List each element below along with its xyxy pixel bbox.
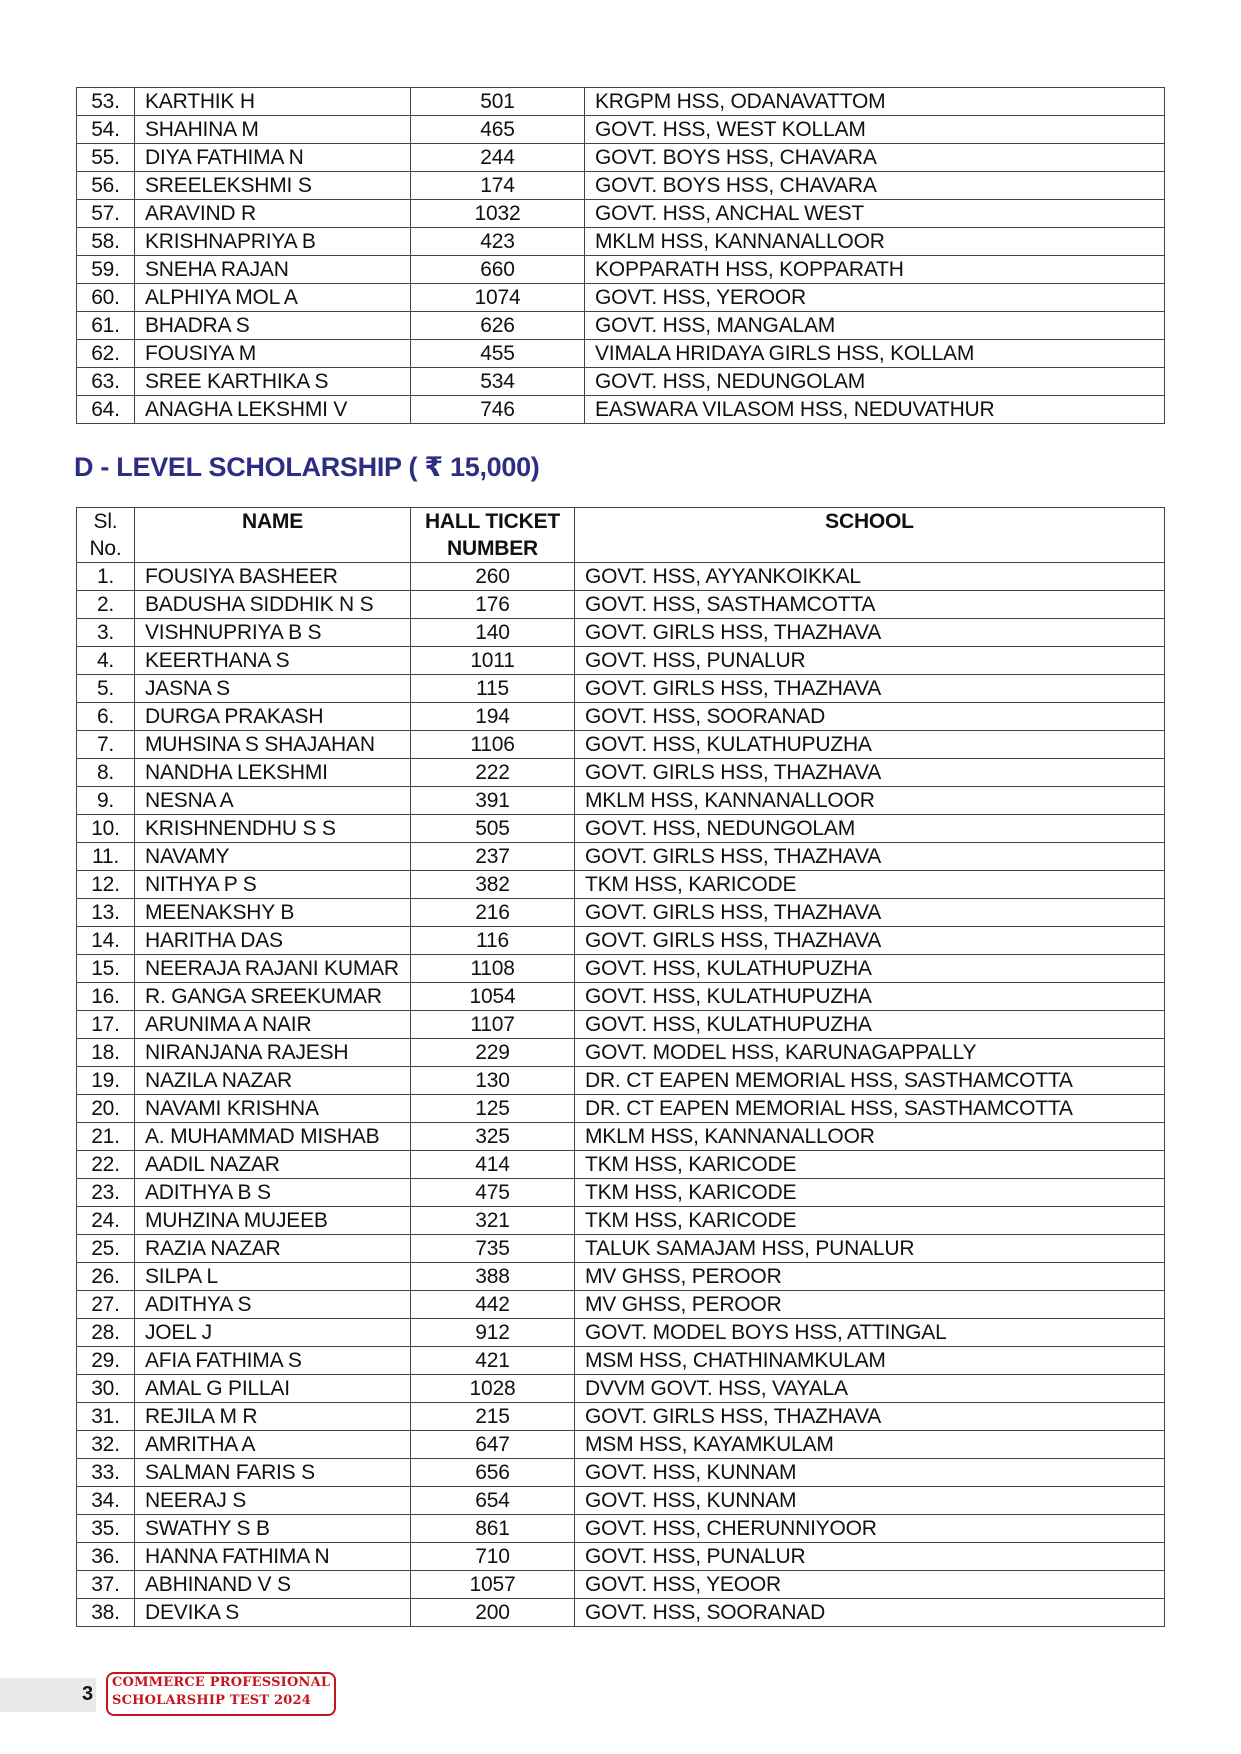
name-cell: KRISHNAPRIYA B — [135, 228, 411, 256]
hall-ticket-cell: 654 — [411, 1487, 575, 1515]
name-cell: JASNA S — [135, 675, 411, 703]
serial-number-cell: 34. — [77, 1487, 135, 1515]
table-row — [77, 843, 1165, 871]
hall-ticket-cell: 912 — [411, 1319, 575, 1347]
hall-ticket-cell: 501 — [411, 88, 585, 116]
serial-number-cell: 25. — [77, 1235, 135, 1263]
table-row — [77, 1291, 1165, 1319]
serial-number-cell: 18. — [77, 1039, 135, 1067]
header-name: NAME — [135, 508, 411, 563]
school-cell: GOVT. HSS, SOORANAD — [575, 703, 1165, 731]
school-cell: GOVT. GIRLS HSS, THAZHAVA — [575, 843, 1165, 871]
name-cell: KRISHNENDHU S S — [135, 815, 411, 843]
name-cell: NAVAMY — [135, 843, 411, 871]
serial-number-cell: 38. — [77, 1599, 135, 1627]
hall-ticket-cell: 391 — [411, 787, 575, 815]
table-row — [77, 116, 1165, 144]
school-cell: GOVT. HSS, MANGALAM — [585, 312, 1165, 340]
name-cell: VISHNUPRIYA B S — [135, 619, 411, 647]
name-cell: NITHYA P S — [135, 871, 411, 899]
table-row — [77, 312, 1165, 340]
hall-ticket-cell: 861 — [411, 1515, 575, 1543]
table-row — [77, 88, 1165, 116]
table-row — [77, 1039, 1165, 1067]
school-cell: TKM HSS, KARICODE — [575, 1179, 1165, 1207]
school-cell: GOVT. GIRLS HSS, THAZHAVA — [575, 927, 1165, 955]
serial-number-cell: 8. — [77, 759, 135, 787]
table-row — [77, 1067, 1165, 1095]
table-row — [77, 1011, 1165, 1039]
table-row — [77, 703, 1165, 731]
serial-number-cell: 12. — [77, 871, 135, 899]
serial-number-cell: 29. — [77, 1347, 135, 1375]
header-school: SCHOOL — [575, 508, 1165, 563]
table-row — [77, 1123, 1165, 1151]
table-row — [77, 1207, 1165, 1235]
school-cell: GOVT. GIRLS HSS, THAZHAVA — [575, 899, 1165, 927]
hall-ticket-cell: 1028 — [411, 1375, 575, 1403]
hall-ticket-cell: 656 — [411, 1459, 575, 1487]
table-row — [77, 1543, 1165, 1571]
school-cell: GOVT. GIRLS HSS, THAZHAVA — [575, 675, 1165, 703]
hall-ticket-cell: 746 — [411, 396, 585, 424]
serial-number-cell: 16. — [77, 983, 135, 1011]
name-cell: SWATHY S B — [135, 1515, 411, 1543]
serial-number-cell: 55. — [77, 144, 135, 172]
school-cell: GOVT. HSS, NEDUNGOLAM — [575, 815, 1165, 843]
serial-number-cell: 60. — [77, 284, 135, 312]
name-cell: HANNA FATHIMA N — [135, 1543, 411, 1571]
table-row — [77, 256, 1165, 284]
school-cell: DR. CT EAPEN MEMORIAL HSS, SASTHAMCOTTA — [575, 1095, 1165, 1123]
serial-number-cell: 14. — [77, 927, 135, 955]
hall-ticket-cell: 382 — [411, 871, 575, 899]
hall-ticket-cell: 194 — [411, 703, 575, 731]
hall-ticket-cell: 174 — [411, 172, 585, 200]
table-row — [77, 731, 1165, 759]
school-cell: MV GHSS, PEROOR — [575, 1291, 1165, 1319]
school-cell: TKM HSS, KARICODE — [575, 1207, 1165, 1235]
school-cell: MKLM HSS, KANNANALLOOR — [575, 1123, 1165, 1151]
table-row — [77, 591, 1165, 619]
school-cell: MKLM HSS, KANNANALLOOR — [575, 787, 1165, 815]
table-row — [77, 1571, 1165, 1599]
table-row — [77, 815, 1165, 843]
hall-ticket-cell: 534 — [411, 368, 585, 396]
name-cell: ABHINAND V S — [135, 1571, 411, 1599]
school-cell: GOVT. HSS, KULATHUPUZHA — [575, 1011, 1165, 1039]
name-cell: ANAGHA LEKSHMI V — [135, 396, 411, 424]
table-row — [77, 1235, 1165, 1263]
school-cell: GOVT. MODEL BOYS HSS, ATTINGAL — [575, 1319, 1165, 1347]
name-cell: NANDHA LEKSHMI — [135, 759, 411, 787]
table-header-row — [77, 508, 1165, 563]
serial-number-cell: 37. — [77, 1571, 135, 1599]
hall-ticket-cell: 475 — [411, 1179, 575, 1207]
school-cell: GOVT. MODEL HSS, KARUNAGAPPALLY — [575, 1039, 1165, 1067]
hall-ticket-cell: 125 — [411, 1095, 575, 1123]
serial-number-cell: 17. — [77, 1011, 135, 1039]
serial-number-cell: 20. — [77, 1095, 135, 1123]
name-cell: FOUSIYA BASHEER — [135, 563, 411, 591]
table-row — [77, 228, 1165, 256]
name-cell: SHAHINA M — [135, 116, 411, 144]
serial-number-cell: 11. — [77, 843, 135, 871]
header-serial-number: Sl. No. — [77, 508, 135, 563]
school-cell: GOVT. HSS, YEOOR — [575, 1571, 1165, 1599]
hall-ticket-cell: 414 — [411, 1151, 575, 1179]
school-cell: KRGPM HSS, ODANAVATTOM — [585, 88, 1165, 116]
brand-line-1: COMMERCE PROFESSIONAL — [112, 1675, 331, 1690]
hall-ticket-cell: 1074 — [411, 284, 585, 312]
table-row — [77, 1263, 1165, 1291]
table-row — [77, 927, 1165, 955]
school-cell: TKM HSS, KARICODE — [575, 871, 1165, 899]
name-cell: NEERAJA RAJANI KUMAR — [135, 955, 411, 983]
school-cell: GOVT. HSS, YEROOR — [585, 284, 1165, 312]
serial-number-cell: 22. — [77, 1151, 135, 1179]
name-cell: SALMAN FARIS S — [135, 1459, 411, 1487]
table-row — [77, 396, 1165, 424]
school-cell: GOVT. GIRLS HSS, THAZHAVA — [575, 619, 1165, 647]
hall-ticket-cell: 1057 — [411, 1571, 575, 1599]
school-cell: DVVM GOVT. HSS, VAYALA — [575, 1375, 1165, 1403]
hall-ticket-cell: 465 — [411, 116, 585, 144]
name-cell: FOUSIYA M — [135, 340, 411, 368]
table-row — [77, 172, 1165, 200]
table-row — [77, 1515, 1165, 1543]
serial-number-cell: 10. — [77, 815, 135, 843]
school-cell: GOVT. GIRLS HSS, THAZHAVA — [575, 1403, 1165, 1431]
name-cell: DIYA FATHIMA N — [135, 144, 411, 172]
name-cell: AADIL NAZAR — [135, 1151, 411, 1179]
name-cell: BADUSHA SIDDHIK N S — [135, 591, 411, 619]
school-cell: GOVT. HSS, WEST KOLLAM — [585, 116, 1165, 144]
table-row — [77, 619, 1165, 647]
name-cell: ALPHIYA MOL A — [135, 284, 411, 312]
table-row — [77, 1347, 1165, 1375]
table-row — [77, 1151, 1165, 1179]
school-cell: GOVT. HSS, KULATHUPUZHA — [575, 955, 1165, 983]
hall-ticket-cell: 115 — [411, 675, 575, 703]
name-cell: AMAL G PILLAI — [135, 1375, 411, 1403]
serial-number-cell: 63. — [77, 368, 135, 396]
serial-number-cell: 4. — [77, 647, 135, 675]
table-row — [77, 1403, 1165, 1431]
table-row — [77, 284, 1165, 312]
hall-ticket-cell: 244 — [411, 144, 585, 172]
name-cell: SREELEKSHMI S — [135, 172, 411, 200]
brand-logo — [106, 1672, 336, 1716]
hall-ticket-cell: 1032 — [411, 200, 585, 228]
school-cell: GOVT. HSS, KULATHUPUZHA — [575, 983, 1165, 1011]
table-row — [77, 1179, 1165, 1207]
name-cell: ADITHYA S — [135, 1291, 411, 1319]
serial-number-cell: 57. — [77, 200, 135, 228]
table-row — [77, 1487, 1165, 1515]
school-cell: GOVT. HSS, SOORANAD — [575, 1599, 1165, 1627]
name-cell: HARITHA DAS — [135, 927, 411, 955]
school-cell: EASWARA VILASOM HSS, NEDUVATHUR — [585, 396, 1165, 424]
hall-ticket-cell: 130 — [411, 1067, 575, 1095]
hall-ticket-cell: 455 — [411, 340, 585, 368]
school-cell: GOVT. HSS, CHERUNNIYOOR — [575, 1515, 1165, 1543]
name-cell: DURGA PRAKASH — [135, 703, 411, 731]
name-cell: NESNA A — [135, 787, 411, 815]
table-row — [77, 200, 1165, 228]
school-cell: KOPPARATH HSS, KOPPARATH — [585, 256, 1165, 284]
page-number: 3 — [82, 1683, 94, 1705]
serial-number-cell: 53. — [77, 88, 135, 116]
serial-number-cell: 21. — [77, 1123, 135, 1151]
name-cell: MUHZINA MUJEEB — [135, 1207, 411, 1235]
table-row — [77, 144, 1165, 172]
serial-number-cell: 54. — [77, 116, 135, 144]
serial-number-cell: 64. — [77, 396, 135, 424]
hall-ticket-cell: 388 — [411, 1263, 575, 1291]
hall-ticket-cell: 1054 — [411, 983, 575, 1011]
serial-number-cell: 24. — [77, 1207, 135, 1235]
serial-number-cell: 35. — [77, 1515, 135, 1543]
hall-ticket-cell: 260 — [411, 563, 575, 591]
hall-ticket-cell: 505 — [411, 815, 575, 843]
table-row — [77, 563, 1165, 591]
hall-ticket-cell: 237 — [411, 843, 575, 871]
hall-ticket-cell: 325 — [411, 1123, 575, 1151]
page-footer — [0, 1672, 340, 1720]
hall-ticket-cell: 647 — [411, 1431, 575, 1459]
name-cell: R. GANGA SREEKUMAR — [135, 983, 411, 1011]
name-cell: NAVAMI KRISHNA — [135, 1095, 411, 1123]
school-cell: GOVT. HSS, KULATHUPUZHA — [575, 731, 1165, 759]
hall-ticket-cell: 1011 — [411, 647, 575, 675]
hall-ticket-cell: 421 — [411, 1347, 575, 1375]
hall-ticket-cell: 1106 — [411, 731, 575, 759]
serial-number-cell: 62. — [77, 340, 135, 368]
name-cell: REJILA M R — [135, 1403, 411, 1431]
name-cell: JOEL J — [135, 1319, 411, 1347]
name-cell: A. MUHAMMAD MISHAB — [135, 1123, 411, 1151]
hall-ticket-cell: 626 — [411, 312, 585, 340]
hall-ticket-cell: 1107 — [411, 1011, 575, 1039]
table-row — [77, 647, 1165, 675]
school-cell: GOVT. BOYS HSS, CHAVARA — [585, 172, 1165, 200]
name-cell: ARAVIND R — [135, 200, 411, 228]
name-cell: AMRITHA A — [135, 1431, 411, 1459]
hall-ticket-cell: 1108 — [411, 955, 575, 983]
serial-number-cell: 2. — [77, 591, 135, 619]
serial-number-cell: 19. — [77, 1067, 135, 1095]
table-row — [77, 1375, 1165, 1403]
serial-number-cell: 7. — [77, 731, 135, 759]
serial-number-cell: 1. — [77, 563, 135, 591]
name-cell: MUHSINA S SHAJAHAN — [135, 731, 411, 759]
table-row — [77, 675, 1165, 703]
serial-number-cell: 36. — [77, 1543, 135, 1571]
hall-ticket-cell: 423 — [411, 228, 585, 256]
name-cell: KEERTHANA S — [135, 647, 411, 675]
name-cell: ARUNIMA A NAIR — [135, 1011, 411, 1039]
hall-ticket-cell: 140 — [411, 619, 575, 647]
hall-ticket-cell: 222 — [411, 759, 575, 787]
serial-number-cell: 58. — [77, 228, 135, 256]
hall-ticket-cell: 229 — [411, 1039, 575, 1067]
serial-number-cell: 23. — [77, 1179, 135, 1207]
table-row — [77, 759, 1165, 787]
hall-ticket-cell: 442 — [411, 1291, 575, 1319]
name-cell: MEENAKSHY B — [135, 899, 411, 927]
school-cell: GOVT. HSS, ANCHAL WEST — [585, 200, 1165, 228]
school-cell: TKM HSS, KARICODE — [575, 1151, 1165, 1179]
table-row — [77, 899, 1165, 927]
section-d-heading: D - LEVEL SCHOLARSHIP ( ₹ 15,000) — [74, 452, 540, 482]
hall-ticket-cell: 200 — [411, 1599, 575, 1627]
table-row — [77, 340, 1165, 368]
hall-ticket-cell: 735 — [411, 1235, 575, 1263]
serial-number-cell: 59. — [77, 256, 135, 284]
school-cell: GOVT. HSS, KUNNAM — [575, 1459, 1165, 1487]
school-cell: MSM HSS, KAYAMKULAM — [575, 1431, 1165, 1459]
school-cell: VIMALA HRIDAYA GIRLS HSS, KOLLAM — [585, 340, 1165, 368]
brand-line-2: SCHOLARSHIP TEST 2024 — [112, 1693, 311, 1708]
table-row — [77, 368, 1165, 396]
school-cell: GOVT. HSS, PUNALUR — [575, 647, 1165, 675]
school-cell: TALUK SAMAJAM HSS, PUNALUR — [575, 1235, 1165, 1263]
serial-number-cell: 61. — [77, 312, 135, 340]
table-row — [77, 1095, 1165, 1123]
hall-ticket-cell: 116 — [411, 927, 575, 955]
serial-number-cell: 26. — [77, 1263, 135, 1291]
serial-number-cell: 3. — [77, 619, 135, 647]
school-cell: MSM HSS, CHATHINAMKULAM — [575, 1347, 1165, 1375]
name-cell: KARTHIK H — [135, 88, 411, 116]
table-row — [77, 1431, 1165, 1459]
serial-number-cell: 33. — [77, 1459, 135, 1487]
serial-number-cell: 28. — [77, 1319, 135, 1347]
header-hall-ticket: HALL TICKET NUMBER — [411, 508, 575, 563]
serial-number-cell: 6. — [77, 703, 135, 731]
serial-number-cell: 9. — [77, 787, 135, 815]
school-cell: DR. CT EAPEN MEMORIAL HSS, SASTHAMCOTTA — [575, 1067, 1165, 1095]
serial-number-cell: 13. — [77, 899, 135, 927]
serial-number-cell: 27. — [77, 1291, 135, 1319]
table-row — [77, 983, 1165, 1011]
hall-ticket-cell: 176 — [411, 591, 575, 619]
name-cell: RAZIA NAZAR — [135, 1235, 411, 1263]
name-cell: BHADRA S — [135, 312, 411, 340]
serial-number-cell: 5. — [77, 675, 135, 703]
name-cell: ADITHYA B S — [135, 1179, 411, 1207]
serial-number-cell: 15. — [77, 955, 135, 983]
name-cell: DEVIKA S — [135, 1599, 411, 1627]
school-cell: GOVT. GIRLS HSS, THAZHAVA — [575, 759, 1165, 787]
table-row — [77, 1459, 1165, 1487]
serial-number-cell: 31. — [77, 1403, 135, 1431]
table-row — [77, 1599, 1165, 1627]
school-cell: GOVT. BOYS HSS, CHAVARA — [585, 144, 1165, 172]
scholarship-c-table — [76, 87, 1165, 424]
hall-ticket-cell: 710 — [411, 1543, 575, 1571]
name-cell: NAZILA NAZAR — [135, 1067, 411, 1095]
hall-ticket-cell: 321 — [411, 1207, 575, 1235]
name-cell: AFIA FATHIMA S — [135, 1347, 411, 1375]
name-cell: NEERAJ S — [135, 1487, 411, 1515]
school-cell: GOVT. HSS, KUNNAM — [575, 1487, 1165, 1515]
serial-number-cell: 32. — [77, 1431, 135, 1459]
name-cell: SREE KARTHIKA S — [135, 368, 411, 396]
school-cell: MKLM HSS, KANNANALLOOR — [585, 228, 1165, 256]
school-cell: GOVT. HSS, SASTHAMCOTTA — [575, 591, 1165, 619]
name-cell: SNEHA RAJAN — [135, 256, 411, 284]
school-cell: GOVT. HSS, AYYANKOIKKAL — [575, 563, 1165, 591]
hall-ticket-cell: 215 — [411, 1403, 575, 1431]
hall-ticket-cell: 216 — [411, 899, 575, 927]
table-row — [77, 871, 1165, 899]
table-row — [77, 787, 1165, 815]
name-cell: SILPA L — [135, 1263, 411, 1291]
school-cell: MV GHSS, PEROOR — [575, 1263, 1165, 1291]
table-row — [77, 955, 1165, 983]
school-cell: GOVT. HSS, PUNALUR — [575, 1543, 1165, 1571]
serial-number-cell: 56. — [77, 172, 135, 200]
hall-ticket-cell: 660 — [411, 256, 585, 284]
name-cell: NIRANJANA RAJESH — [135, 1039, 411, 1067]
scholarship-d-table — [76, 507, 1165, 1627]
school-cell: GOVT. HSS, NEDUNGOLAM — [585, 368, 1165, 396]
table-row — [77, 1319, 1165, 1347]
serial-number-cell: 30. — [77, 1375, 135, 1403]
